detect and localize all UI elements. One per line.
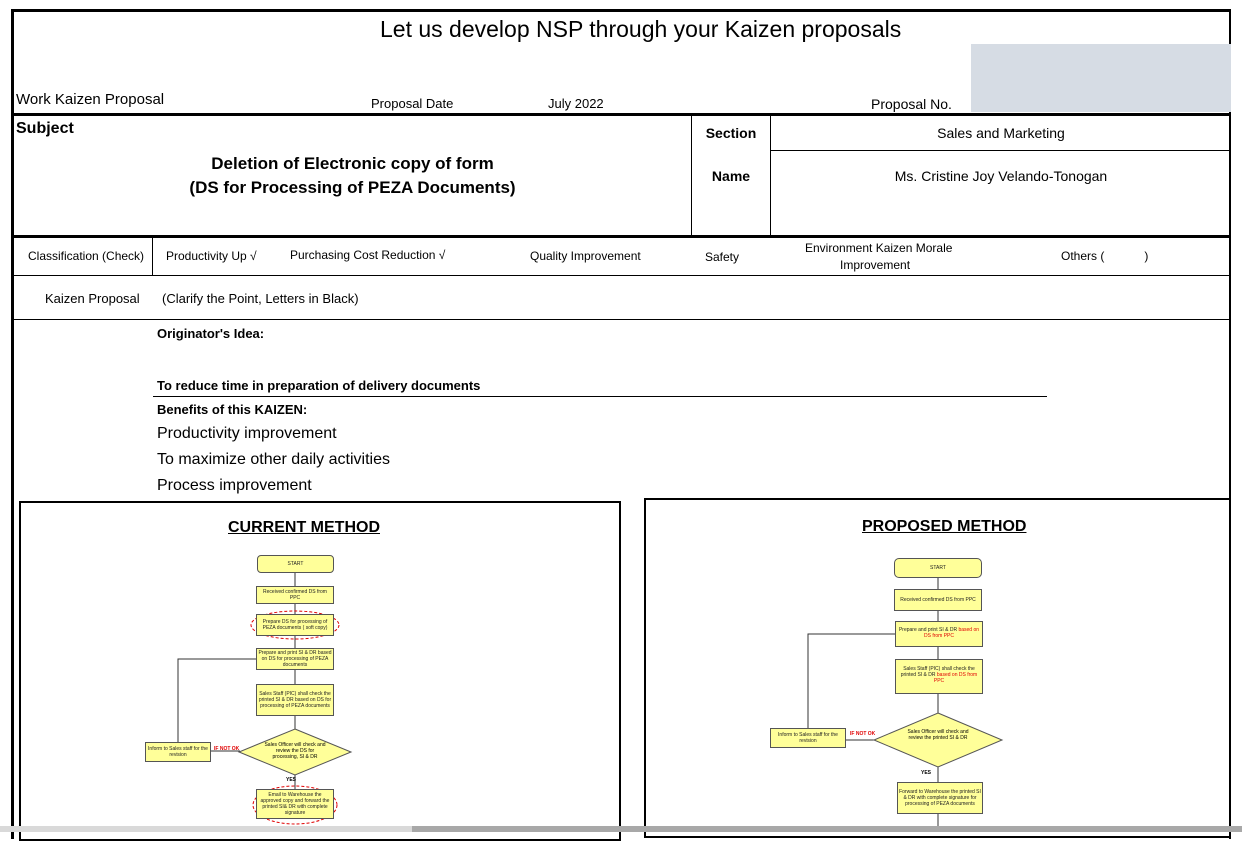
flow-inform: Inform to Sales staff for the revision xyxy=(770,728,846,748)
kaizen-proposal-label: Kaizen Proposal xyxy=(45,291,140,306)
proposal-date-value: July 2022 xyxy=(548,96,604,111)
flow-step: Received confirmed DS from PPC xyxy=(894,589,982,611)
benefit-item: Process improvement xyxy=(157,477,312,494)
subject-title-line2: (DS for Processing of PEZA Documents) xyxy=(189,178,516,197)
flow-decision-text: Sales Officer will check and review the printed SI & DR xyxy=(907,729,969,741)
flow-step: Prepare and print SI & DR based on DS for processing of PEZA documents xyxy=(256,648,334,670)
flow-not-ok: IF NOT OK xyxy=(214,746,240,752)
banner-title: Let us develop NSP through your Kaizen proposals xyxy=(380,16,902,42)
flow-step-highlight: based on DS from PPC xyxy=(923,627,980,639)
classification-quality: Quality Improvement xyxy=(530,249,641,263)
flow-step-text: Sales Staff (PIC) shall check the printed SI & DR xyxy=(900,666,975,678)
section-label: Section xyxy=(705,125,757,141)
flow-step xyxy=(895,659,983,694)
subject-label: Subject xyxy=(16,120,74,137)
classification-safety: Safety xyxy=(705,250,740,264)
proposed-method-title: PROPOSED METHOD xyxy=(862,518,1027,535)
benefit-item: To maximize other daily activities xyxy=(157,451,390,468)
kaizen-proposal-hint: (Clarify the Point, Letters in Black) xyxy=(162,291,359,306)
form-name: Work Kaizen Proposal xyxy=(16,91,165,108)
current-method-title: CURRENT METHOD xyxy=(228,519,380,536)
classification-environment-2: Improvement xyxy=(840,258,911,272)
name-label: Name xyxy=(711,168,751,184)
classification-label: Classification (Check) xyxy=(28,249,145,263)
flow-step: Forward to Warehouse the printed SI & DR with complete signature for processing of PEZA documents xyxy=(897,782,983,814)
subject-title-line1: Deletion of Electronic copy of form xyxy=(211,154,494,173)
originator-idea-text: To reduce time in preparation of delivery documents xyxy=(157,378,481,393)
proposal-date-label: Proposal Date xyxy=(371,96,454,111)
flow-step: Prepare DS for processing of PEZA documents ( soft copy) xyxy=(256,614,334,636)
flow-start: START xyxy=(257,555,334,573)
classification-purchasing: Purchasing Cost Reduction √ xyxy=(290,248,446,262)
benefit-item: Productivity improvement xyxy=(157,425,337,442)
flow-step: Sales Staff (PIC) shall check the printed SI & DR based on DS for processing of PEZA documents xyxy=(256,684,334,716)
name-value: Ms. Cristine Joy Velando-Tonogan xyxy=(894,168,1108,184)
scrollbar-thumb[interactable] xyxy=(412,826,1242,832)
flow-step xyxy=(895,621,983,647)
proposal-no-label: Proposal No. xyxy=(871,96,952,112)
flow-yes: YES xyxy=(286,777,297,783)
classification-environment: Environment Kaizen Morale xyxy=(805,241,953,255)
flow-step: Received confirmed DS from PPC xyxy=(256,586,334,604)
classification-productivity: Productivity Up √ xyxy=(166,249,257,263)
flow-start: START xyxy=(894,558,982,578)
originator-idea-label: Originator's Idea: xyxy=(157,326,265,341)
flow-decision-text: Sales Officer will check and review the DS for processing, SI & DR xyxy=(264,742,326,760)
flow-not-ok: IF NOT OK xyxy=(850,731,876,737)
flow-step-highlight: based on DS from PPC xyxy=(933,672,978,684)
benefits-label: Benefits of this KAIZEN: xyxy=(157,402,308,417)
flow-step: Email to Warehouse the approved copy and forward the printed SI& DR with complete signature xyxy=(256,789,334,819)
classification-others: Others ( ) xyxy=(1061,249,1149,263)
flow-inform: Inform to Sales staff for the revision xyxy=(145,742,211,762)
flow-step-text: Prepare and print SI & DR xyxy=(898,627,959,633)
flow-yes: YES xyxy=(921,770,932,776)
section-value: Sales and Marketing xyxy=(937,125,1065,141)
